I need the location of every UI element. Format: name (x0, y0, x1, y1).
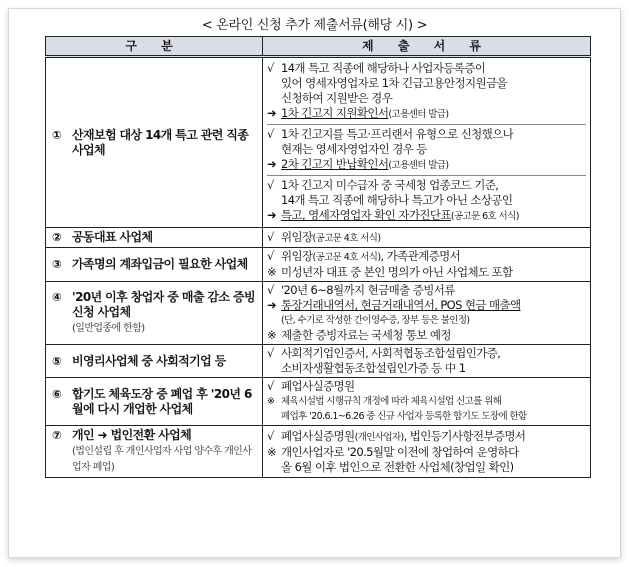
header-documents: 제 출 서 류 (263, 37, 591, 57)
doc-text: 1차 긴고지를 특고·프리랜서 유형으로 신청했으나 (281, 127, 514, 141)
table-row (46, 57, 591, 228)
row-number: ③ (52, 257, 62, 271)
check-mark: √ (267, 229, 274, 244)
check-mark: √ (267, 283, 274, 297)
table-row (46, 228, 591, 248)
doc-text: 14개 특고 직종에 해당하나 사업자등록증이 (281, 61, 486, 75)
table-row (46, 426, 591, 478)
table-caption: < 온라인 신청 추가 제출서류(해당 시) > (201, 18, 428, 33)
documents-cell (263, 228, 591, 248)
form-note: (공고문 4호 서식) (312, 232, 381, 244)
doc-text: , 법인등기사항전부증명서 (403, 428, 526, 443)
doc-note: 개인사업자로 '20.5월말 이전에 창업하여 운영하다 (281, 444, 519, 459)
check-mark: √ (267, 61, 274, 75)
doc-text: 소비자생활협동조합설립인가증 등 中 1 (281, 361, 466, 375)
documents-cell (263, 57, 591, 228)
doc-note: 체육시설법 시행규칙 개정에 따라 체육시설업 신고를 위해 (281, 396, 502, 407)
category-label: 가족명의 계좌입금이 필요한 사업체 (72, 257, 248, 271)
category-label: 공동대표 사업체 (72, 230, 153, 244)
documents-cell (263, 282, 591, 345)
doc-note: (개인사업자) (354, 431, 404, 443)
document-segment (267, 124, 586, 175)
doc-text: 폐업사실증명원 (281, 379, 355, 393)
doc-text: '20년 6~8월까지 현금매출 증빙서류 (281, 283, 455, 297)
category-note: (일반업종에 한함) (72, 323, 145, 334)
documents-cell (263, 248, 591, 282)
arrow-icon: ➜ (267, 157, 277, 171)
check-mark: √ (267, 379, 274, 393)
category-cell (46, 228, 263, 248)
doc-text: 폐업사실증명원 (281, 428, 355, 443)
table-row (46, 345, 591, 378)
reference-mark: ※ (267, 328, 277, 342)
required-document: 위임장 (281, 249, 313, 263)
doc-text: 사회적기업인증서, 사회적협동조합설립인가증, (281, 346, 501, 360)
row-number: ④ (52, 290, 62, 304)
reference-mark: ※ (267, 265, 277, 279)
arrow-icon: ➜ (267, 106, 277, 120)
category-cell (46, 57, 263, 228)
issuer-note: (고용센터 발급) (388, 160, 449, 171)
required-document: 위임장 (281, 229, 313, 244)
row-number: ⑥ (52, 386, 62, 401)
table-row (46, 248, 591, 282)
doc-note: 제출한 증빙자료는 국세청 통보 예정 (281, 328, 451, 342)
required-document: 특고, 영세자영업자 확인 자가진단표 (281, 208, 451, 222)
category-label: 합기도 체육도장 중 폐업 후 '20년 6월에 다시 개업한 사업체 (72, 386, 252, 416)
doc-note: 폐업후 '20.6.1~6.26 중 신규 사업자 등록한 합기도 도장에 한함 (281, 411, 527, 422)
category-label: 산재보험 대상 14개 특고 관련 직종 사업체 (72, 127, 249, 157)
required-document: 2차 긴고지 반납확인서 (281, 157, 389, 171)
issuer-note: (고용센터 발급) (388, 109, 449, 120)
required-document: , 가족관계증명서 (380, 249, 461, 263)
doc-text: 신청하여 지원받은 경우 (281, 91, 393, 105)
category-cell (46, 378, 263, 426)
table-row (46, 282, 591, 345)
arrow-icon: ➜ (267, 298, 277, 312)
category-cell (46, 282, 263, 345)
document-segment (267, 175, 586, 226)
documents-table (45, 36, 591, 478)
required-document: 1차 긴고지 지원확인서 (281, 106, 389, 120)
check-mark: √ (267, 346, 274, 360)
doc-note: 미성년자 대표 중 본인 명의가 아닌 사업체도 포함 (281, 265, 513, 279)
header-row (46, 37, 591, 57)
reference-mark: ※ (267, 396, 275, 407)
doc-text: 1차 긴고지 미수급자 중 국세청 업종코드 기준, (281, 178, 499, 192)
header-category: 구 분 (46, 37, 263, 57)
row-number: ⑤ (52, 353, 62, 368)
category-note: (법인설립 후 개인사업자 사업 양수후 개인사업자 폐업) (72, 446, 252, 473)
documents-cell (263, 345, 591, 378)
documents-cell (263, 426, 591, 478)
table-row (46, 378, 591, 426)
doc-text: 현재는 영세자영업자인 경우 등 (281, 142, 427, 156)
check-mark: √ (267, 249, 274, 263)
row-number: ⑦ (52, 428, 62, 442)
category-cell (46, 426, 263, 478)
category-label: 비영리사업체 중 사회적기업 등 (72, 353, 226, 368)
category-cell (46, 345, 263, 378)
reference-mark: ※ (267, 444, 277, 459)
form-note: (공고문 4호 서식) (312, 252, 381, 263)
document-segment (267, 59, 586, 124)
required-document: 통장거래내역서, 현금거래내역서, POS 현금 매출액 (281, 298, 521, 312)
row-number: ② (52, 230, 62, 244)
doc-text: 14개 특고 직종에 해당하나 특고가 아닌 소상공인 (281, 193, 513, 207)
documents-cell (263, 378, 591, 426)
category-label: 개인 ➜ 법인전환 사업체 (72, 428, 192, 442)
check-mark: √ (267, 428, 274, 443)
doc-text: 있어 영세자영업자로 1차 긴급고용안정지원금을 (281, 76, 508, 90)
category-cell (46, 248, 263, 282)
form-note: (공고문 6호 서식) (450, 211, 519, 222)
check-mark: √ (267, 127, 274, 141)
doc-note: 올 6월 이후 법인으로 전환한 사업체(창업일 확인) (281, 459, 514, 474)
row-number: ① (52, 127, 62, 142)
doc-note: (단, 수기로 작성한 간이영수증, 장부 등은 불인정) (281, 315, 470, 326)
arrow-icon: ➜ (267, 208, 277, 222)
category-label: '20년 이후 창업자 중 매출 감소 증빙 신청 사업체 (72, 290, 255, 319)
check-mark: √ (267, 178, 274, 192)
